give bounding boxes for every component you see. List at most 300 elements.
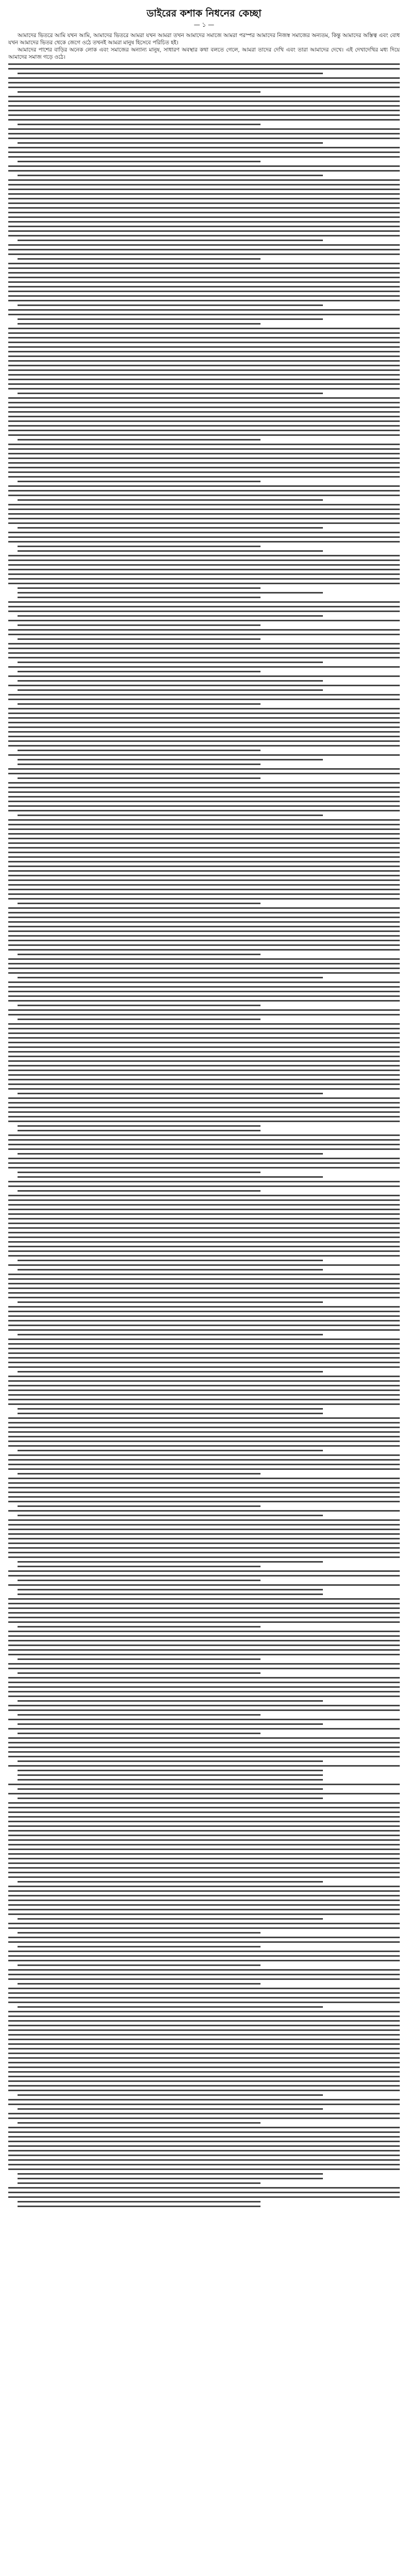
text-line <box>18 903 260 904</box>
text-line <box>8 249 400 250</box>
text-line <box>8 564 400 566</box>
text-line <box>8 68 400 70</box>
text-line <box>8 1060 400 1062</box>
text-line <box>8 1009 400 1011</box>
text-line <box>8 1385 400 1386</box>
text-line <box>8 1955 400 1957</box>
text-line <box>18 1408 323 1410</box>
text-line <box>8 430 400 431</box>
text-line <box>8 754 400 756</box>
text-line <box>8 1668 400 1669</box>
text-line <box>8 198 400 199</box>
text-line <box>8 2196 400 2198</box>
text-line <box>18 1964 260 1966</box>
text-line <box>8 1890 400 1892</box>
text-line <box>18 1723 323 1725</box>
text-line <box>8 2011 400 2012</box>
text-line <box>8 666 400 668</box>
text-line <box>8 63 400 65</box>
text-line <box>8 1158 400 1159</box>
text-line <box>8 509 400 510</box>
text-line <box>18 1515 323 1516</box>
text-line <box>8 1218 400 1219</box>
text-line <box>8 643 400 645</box>
text-line <box>8 416 400 417</box>
text-line <box>8 1083 400 1085</box>
text-line <box>18 304 323 306</box>
text-line <box>8 926 400 927</box>
text-line <box>8 485 400 487</box>
text-line <box>8 620 400 621</box>
text-line <box>8 2164 400 2165</box>
text-line <box>8 1482 400 1484</box>
text-line <box>8 277 400 278</box>
text-line <box>18 777 260 779</box>
text-line <box>8 388 400 389</box>
text-line <box>8 291 400 292</box>
text-line <box>18 439 260 440</box>
text-line <box>18 124 260 125</box>
text-line <box>8 457 400 459</box>
text-line <box>8 852 400 853</box>
text-line <box>8 968 400 969</box>
text-line <box>8 87 400 88</box>
text-line <box>8 907 400 909</box>
text-line <box>8 1297 400 1298</box>
text-line <box>8 1645 400 1646</box>
text-line <box>8 694 400 696</box>
text-line <box>8 879 400 881</box>
text-line <box>8 360 400 362</box>
text-line <box>8 2141 400 2142</box>
text-line <box>8 634 400 635</box>
text-line <box>8 1362 400 1363</box>
text-line <box>8 578 400 580</box>
text-line <box>8 1821 400 1822</box>
text-line <box>8 583 400 584</box>
text-line <box>8 1478 400 1479</box>
text-line <box>8 1663 400 1665</box>
text-line <box>18 499 323 501</box>
text-line <box>8 1904 400 1906</box>
text-line <box>8 1074 400 1076</box>
text-line <box>8 138 400 139</box>
text-line <box>18 1505 260 1507</box>
text-line <box>8 740 400 742</box>
text-line <box>18 759 323 760</box>
text-line <box>8 773 400 774</box>
text-line <box>8 917 400 918</box>
text-line <box>8 1978 400 1980</box>
text-line <box>18 689 323 691</box>
text-line <box>8 2131 400 2133</box>
text-line <box>8 1886 400 1887</box>
text-line <box>18 624 260 626</box>
text-line <box>8 1547 400 1549</box>
text-line <box>8 1751 400 1753</box>
text-line <box>18 592 323 594</box>
text-line <box>8 1524 400 1526</box>
text-line <box>8 536 400 538</box>
text-line <box>8 379 400 380</box>
text-line <box>8 2117 400 2119</box>
text-line <box>8 1148 400 1150</box>
text-line <box>8 1338 400 1340</box>
text-line <box>8 912 400 913</box>
text-line <box>8 1445 400 1447</box>
text-line <box>8 2187 400 2189</box>
text-line <box>8 601 400 603</box>
text-line <box>8 448 400 450</box>
text-line <box>8 1937 400 1938</box>
text-line <box>8 555 400 556</box>
text-line <box>18 323 260 325</box>
text-line <box>8 263 400 264</box>
text-line <box>8 1213 400 1215</box>
text-line <box>8 1139 400 1141</box>
text-line <box>8 286 400 287</box>
text-line <box>8 425 400 427</box>
text-line <box>18 142 323 144</box>
text-line <box>8 921 400 923</box>
text-line <box>8 898 400 900</box>
text-line <box>8 1394 400 1396</box>
text-line <box>8 151 400 153</box>
document-title: ডাইরের কশাক নিধনের কেচ্ছা <box>146 8 262 19</box>
text-line <box>8 1417 400 1419</box>
text-line <box>8 2043 400 2045</box>
text-line <box>8 685 400 686</box>
text-line <box>8 1422 400 1423</box>
text-line <box>8 1264 400 1266</box>
text-line <box>8 1376 400 1377</box>
text-line <box>8 1876 400 1878</box>
text-line <box>8 1195 400 1196</box>
text-line <box>8 573 400 575</box>
text-line <box>8 824 400 825</box>
document-body <box>8 32 400 2576</box>
text-line <box>8 2039 400 2040</box>
text-line <box>8 1909 400 1910</box>
text-line <box>8 244 400 246</box>
text-line <box>8 1654 400 1655</box>
text-line <box>18 1413 323 1414</box>
text-line <box>8 629 400 631</box>
text-line <box>18 615 323 617</box>
text-line <box>18 175 323 176</box>
text-line <box>8 1325 400 1326</box>
text-line <box>8 981 400 983</box>
text-line <box>8 467 400 468</box>
text-line <box>8 96 400 97</box>
text-line <box>8 1839 400 1841</box>
text-line <box>8 1598 400 1600</box>
text-line <box>8 1496 400 1498</box>
text-line <box>8 1000 400 1002</box>
text-line <box>8 1793 400 1794</box>
text-line <box>8 1352 400 1354</box>
text-line <box>8 1255 400 1257</box>
text-line <box>8 791 400 793</box>
text-line <box>8 202 400 204</box>
text-line <box>8 1492 400 1493</box>
text-line <box>8 411 400 413</box>
text-line <box>8 369 400 371</box>
text-line <box>8 253 400 255</box>
text-line <box>8 560 400 561</box>
text-line <box>8 1649 400 1651</box>
text-line <box>8 1348 400 1349</box>
text-line <box>8 1872 400 1873</box>
text-line <box>8 1107 400 1108</box>
text-line <box>18 1172 260 1173</box>
text-line <box>18 954 260 955</box>
text-line <box>8 652 400 654</box>
intro-paragraph-1: আমাদের ভিতরে আমি যখন আমি, আমাদের ভিতরে আমরা যখন আমরা তখন আমাদের সমাজে আমরা পরস্পর আমাদের নিজস্ব সমাজের অন্যতম, কিন্তু আমাদের অস্তিত্ব এবং বোধ যখন আমাদের ভিতর থেকে জেগে ওঠে তখনই আমরা মানুষ হিসেবে পরিচিত হই। <box>8 32 400 46</box>
text-line <box>8 193 400 195</box>
text-line <box>8 675 400 677</box>
text-line <box>8 444 400 445</box>
text-line <box>8 295 400 297</box>
text-line <box>8 1696 400 1697</box>
text-line <box>18 1589 323 1590</box>
text-line <box>8 165 400 167</box>
text-line <box>8 944 400 946</box>
text-line <box>18 2122 260 2124</box>
text-line <box>8 838 400 839</box>
text-line <box>8 1862 400 1864</box>
text-line <box>18 1005 260 1006</box>
text-line <box>8 1046 400 1048</box>
text-line <box>8 2002 400 2003</box>
text-line <box>8 420 400 422</box>
text-line <box>8 216 400 218</box>
text-line <box>8 332 400 334</box>
text-line <box>18 703 260 705</box>
text-line <box>8 1677 400 1679</box>
text-line <box>8 1621 400 1623</box>
text-line <box>8 699 400 700</box>
text-line <box>18 1176 323 1178</box>
text-line <box>8 434 400 436</box>
text-line <box>8 1468 400 1470</box>
text-line <box>8 745 400 747</box>
text-line <box>18 258 260 260</box>
text-line <box>8 2136 400 2138</box>
text-line <box>8 1232 400 1233</box>
text-line <box>8 1927 400 1929</box>
text-line <box>8 1570 400 1572</box>
text-line <box>18 1269 323 1270</box>
text-line <box>18 1798 323 1799</box>
text-line <box>8 2015 400 2017</box>
text-line <box>8 1849 400 1850</box>
text-line <box>18 1450 323 1451</box>
text-line <box>8 1223 400 1224</box>
text-line <box>8 346 400 348</box>
text-line <box>8 2062 400 2063</box>
text-line <box>8 1459 400 1461</box>
text-line <box>8 518 400 519</box>
text-line <box>18 815 323 816</box>
text-line <box>18 1626 260 1628</box>
text-line <box>8 1144 400 1145</box>
text-line <box>8 1807 400 1808</box>
text-line <box>8 1501 400 1502</box>
text-line <box>8 1682 400 1683</box>
text-line <box>8 2155 400 2156</box>
text-line <box>8 1556 400 1558</box>
text-line <box>18 1566 260 1567</box>
text-line <box>8 1111 400 1113</box>
text-line <box>8 810 400 811</box>
text-line <box>8 842 400 844</box>
text-line <box>8 267 400 269</box>
text-line <box>18 1580 260 1581</box>
text-line <box>8 2053 400 2054</box>
text-line <box>8 972 400 974</box>
text-line <box>8 958 400 960</box>
text-line <box>8 1835 400 1836</box>
text-line <box>18 2108 323 2110</box>
text-line <box>8 147 400 148</box>
text-line <box>8 374 400 376</box>
text-line <box>18 2206 260 2207</box>
text-line <box>8 1042 400 1043</box>
text-line <box>8 1366 400 1368</box>
text-line <box>8 1014 400 1015</box>
text-line <box>8 768 400 770</box>
text-line <box>8 1802 400 1804</box>
text-line <box>8 1617 400 1618</box>
text-line <box>18 1260 323 1261</box>
text-line <box>8 1056 400 1057</box>
text-line <box>8 1051 400 1053</box>
intro-paragraph-2: আমাদের পাশের বাড়ির অনেক লোক এবং সমাজের অন্যান্য মানুষ, সাধারণ অবস্থার কথা বলতে গেলে, আমরা তাদের দেখি এবং তারা আমাদের দেখে। এই দেখাদেখির মধ্য দিয়ে আমাদের সমাজ গড়ে ওঠে। <box>8 47 400 60</box>
text-line <box>18 750 260 751</box>
text-line <box>8 1167 400 1168</box>
text-line <box>8 611 400 612</box>
text-line <box>8 875 400 876</box>
text-line <box>8 1612 400 1614</box>
text-line <box>8 365 400 366</box>
text-line <box>8 1343 400 1345</box>
document-byline: — ১ — <box>193 21 215 28</box>
text-line <box>8 1737 400 1739</box>
text-line <box>8 1756 400 1757</box>
text-line <box>8 1853 400 1855</box>
text-line <box>8 110 400 111</box>
text-line <box>8 1519 400 1521</box>
text-line <box>8 726 400 728</box>
text-line <box>8 2113 400 2114</box>
text-line <box>8 856 400 858</box>
text-line <box>8 1236 400 1238</box>
text-line <box>8 314 400 315</box>
text-line <box>8 272 400 274</box>
text-line <box>8 2048 400 2049</box>
text-line <box>18 662 323 663</box>
text-line <box>8 2159 400 2161</box>
text-line <box>8 1487 400 1488</box>
text-line <box>8 504 400 505</box>
text-line <box>8 471 400 473</box>
text-line <box>8 2150 400 2151</box>
text-line <box>8 1287 400 1289</box>
text-line <box>8 1250 400 1252</box>
text-line <box>8 170 400 172</box>
text-line <box>18 1561 323 1563</box>
text-line <box>8 522 400 524</box>
text-line <box>8 866 400 867</box>
text-line <box>18 527 323 529</box>
text-line <box>8 406 400 408</box>
text-line <box>8 1691 400 1692</box>
text-line <box>18 1594 323 1595</box>
text-line <box>8 1552 400 1553</box>
text-line <box>8 801 400 802</box>
text-line <box>18 1770 323 1771</box>
text-line <box>18 1788 323 1790</box>
text-line <box>8 1784 400 1785</box>
text-line <box>8 1102 400 1104</box>
text-line <box>8 1900 400 1901</box>
text-line <box>8 893 400 895</box>
text-line <box>8 105 400 107</box>
text-line <box>8 2085 400 2087</box>
text-line <box>8 1315 400 1317</box>
text-line <box>8 819 400 821</box>
text-line <box>18 1019 260 1020</box>
text-line <box>8 1440 400 1442</box>
text-line <box>18 1093 323 1094</box>
text-line <box>8 1584 400 1586</box>
text-line <box>8 1320 400 1321</box>
text-line <box>8 1306 400 1308</box>
text-line <box>8 1960 400 1961</box>
text-line <box>8 1116 400 1117</box>
text-line <box>8 717 400 719</box>
text-line <box>8 1974 400 1975</box>
text-line <box>8 1913 400 1915</box>
text-line <box>18 1334 323 1335</box>
text-line <box>18 546 260 547</box>
text-line <box>8 1635 400 1637</box>
text-line <box>18 91 260 93</box>
text-line <box>8 731 400 733</box>
text-line <box>8 1705 400 1706</box>
text-line <box>8 1895 400 1896</box>
text-line <box>8 82 400 83</box>
text-line <box>18 764 260 765</box>
text-line <box>18 1932 260 1934</box>
text-line <box>8 513 400 515</box>
text-line <box>18 1658 260 1660</box>
text-line <box>8 397 400 399</box>
text-line <box>8 1533 400 1535</box>
text-line <box>8 1464 400 1465</box>
text-line <box>8 1844 400 1845</box>
text-line <box>18 393 323 394</box>
text-line <box>18 1760 323 1762</box>
text-line <box>18 680 323 682</box>
text-line <box>18 1153 323 1155</box>
text-line <box>8 833 400 835</box>
text-line <box>18 1125 260 1127</box>
text-line <box>8 935 400 937</box>
text-line <box>8 796 400 798</box>
text-line <box>8 889 400 890</box>
